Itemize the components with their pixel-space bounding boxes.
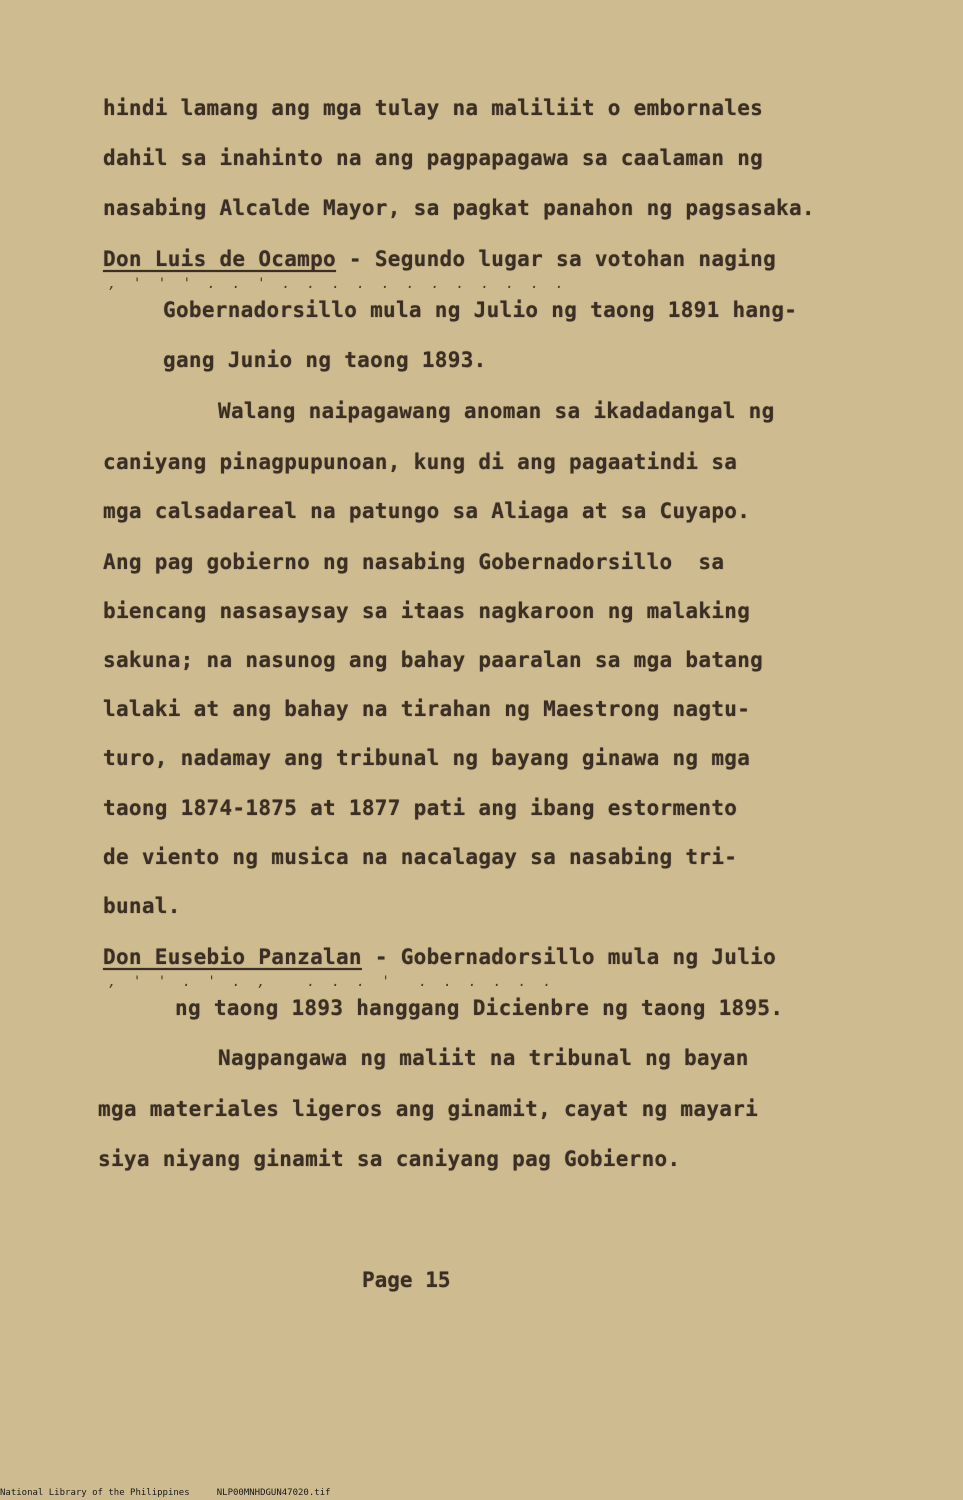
text-line: de viento ng musica na nacalagay sa nasabing tri- (103, 845, 738, 869)
text-line: siya niyang ginamit sa caniyang pag Gobierno. (98, 1147, 681, 1171)
text-line: sakuna; na nasunog ang bahay paaralan sa mga batang (103, 648, 764, 672)
text-line: dahil sa inahinto na ang pagpapagawa sa caalaman ng (103, 146, 764, 170)
entry-heading-panzalan (103, 943, 776, 971)
text-line: Nagpangawa ng maliit na tribunal ng bayan (218, 1046, 749, 1070)
entry-text: - Segundo lugar sa votohan naging (335, 247, 777, 271)
text-line: hindi lamang ang mga tulay na maliliit o embornales (103, 96, 764, 120)
text-line: Gobernadorsillo mula ng Julio ng taong 1891 hang- (163, 298, 798, 322)
archive-footer: National Library of the Philippines NLP00MNHDGUN47020.tif (0, 1488, 331, 1498)
text-line: biencang nasasaysay sa itaas nagkaroon ng malaking (103, 599, 751, 623)
page-number: Page 15 (362, 1268, 451, 1292)
text-line: ng taong 1893 hanggang Dicienbre ng taong 1895. (175, 996, 784, 1020)
entry-name: Don Eusebio Panzalan (103, 945, 362, 969)
text-line: caniyang pinagpupunoan, kung di ang pagaatindi sa (103, 450, 738, 474)
text-line: mga calsadareal na patungo sa Aliaga at sa Cuyapo. (103, 499, 751, 523)
text-line: gang Junio ng taong 1893. (163, 348, 487, 372)
text-line: lalaki at ang bahay na tirahan ng Maestrong nagtu- (103, 697, 751, 721)
entry-text: - Gobernadorsillo mula ng Julio (361, 945, 777, 969)
text-line: nasabing Alcalde Mayor, sa pagkat panahon ng pagsasaka. (103, 196, 815, 220)
dotted-mark: , ' ' ' . . ' . . . . . . . . . . . . (108, 276, 568, 292)
text-line: Ang pag gobierno ng nasabing Gobernadorsillo sa (103, 550, 725, 574)
text-line: bunal. (103, 894, 181, 918)
entry-heading-ocampo (103, 245, 776, 273)
entry-name: Don Luis de Ocampo (103, 247, 336, 271)
dotted-mark: , ' ' . ' . , . . . ' . . . . . . (108, 974, 556, 990)
text-line: taong 1874-1875 at 1877 pati ang ibang estormento (103, 796, 738, 820)
text-line: mga materiales ligeros ang ginamit, cayat ng mayari (98, 1097, 759, 1121)
text-line: Walang naipagawang anoman sa ikadadangal ng (218, 399, 775, 423)
text-line: turo, nadamay ang tribunal ng bayang ginawa ng mga (103, 746, 751, 770)
